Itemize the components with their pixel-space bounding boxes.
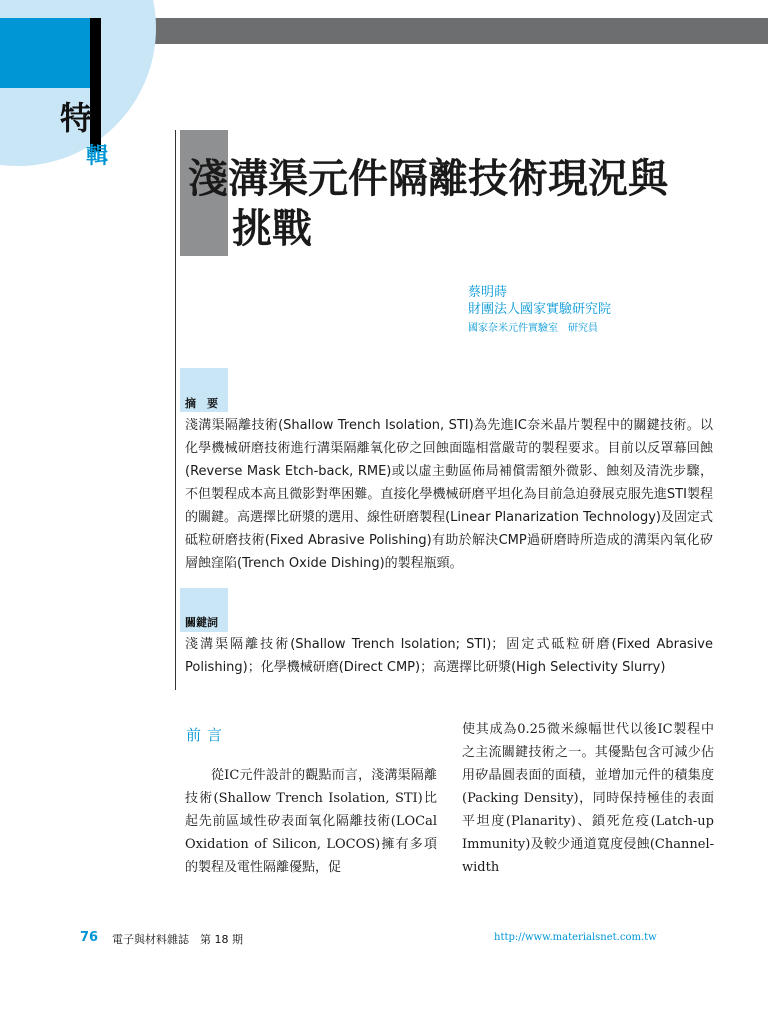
section-label-char-1: 特	[60, 99, 93, 137]
keywords-heading: 關鍵詞	[185, 616, 218, 629]
section-color-block	[0, 18, 90, 88]
author-role: 國家奈米元件實驗室 研究員	[468, 323, 598, 334]
keywords-text: 淺溝渠隔離技術(Shallow Trench Isolation; STI)；固定式砥粒研磨(Fixed Abrasive Polishing)；化學機械研磨(Direct CMP)；高選擇比研漿(High Selectivity Slurry)	[185, 637, 713, 675]
body-left-column: 從IC元件設計的觀點而言，淺溝渠隔離技術(Shallow Trench Isolation, STI)比起先前區域性矽表面氧化隔離技術(LOCal Oxidation of Silicon, LOCOS)擁有多項的製程及電性隔離優點，促	[185, 768, 437, 875]
section-label-char-2: 輯	[86, 144, 109, 169]
abstract-heading: 摘 要	[185, 397, 218, 410]
author-block	[468, 284, 611, 337]
margin-rule	[175, 130, 176, 690]
abstract-text: 淺溝渠隔離技術(Shallow Trench Isolation, STI)為先進IC奈米晶片製程中的關鍵技術。以化學機械研磨技術進行溝渠隔離氧化矽之回蝕面臨相當嚴苛的製程要求。目前以反罩幕回蝕(Reverse Mask Etch-back, RME)或以虛主動區佈局補償需額外微影、蝕刻及清洗步驟，不但製程成本高且微影對準困難。直接化學機械研磨平坦化為目前急迫發展克服先進STI製程的關鍵。高選擇比研漿的選用、線性研磨製程(Linear Planarization Technology)及固定式砥粒研磨技術(Fixed Abrasive Polishing)有助於解決CMP過研磨時所造成的溝渠內氧化矽層蝕窪陷(Trench Oxide Dishing)的製程瓶頸。	[185, 418, 713, 571]
author-organization: 財團法人國家實驗研究院	[468, 302, 612, 317]
journal-name: 電子與材料雜誌 第 18 期	[112, 933, 243, 946]
page-number: 76	[80, 930, 99, 945]
preface-heading: 前言	[186, 726, 229, 744]
body-right-column: 使其成為0.25微米線幅世代以後IC製程中之主流關鍵技術之一。其優點包含可減少佔用矽晶圓表面的面積，並增加元件的積集度(Packing Density)，同時保持極佳的表面平坦度(Planarity)、鎖死危疫(Latch-up Immunity)及較少通道寬度侵蝕(Channel-width	[462, 722, 714, 875]
article-title	[188, 154, 668, 254]
title-line-2: 挑戰	[232, 205, 312, 252]
title-line-1: 淺溝渠元件隔離技術現況與	[188, 155, 668, 202]
footer-url[interactable]: http://www.materialsnet.com.tw	[494, 932, 657, 943]
author-name: 蔡明蒔	[468, 285, 508, 300]
